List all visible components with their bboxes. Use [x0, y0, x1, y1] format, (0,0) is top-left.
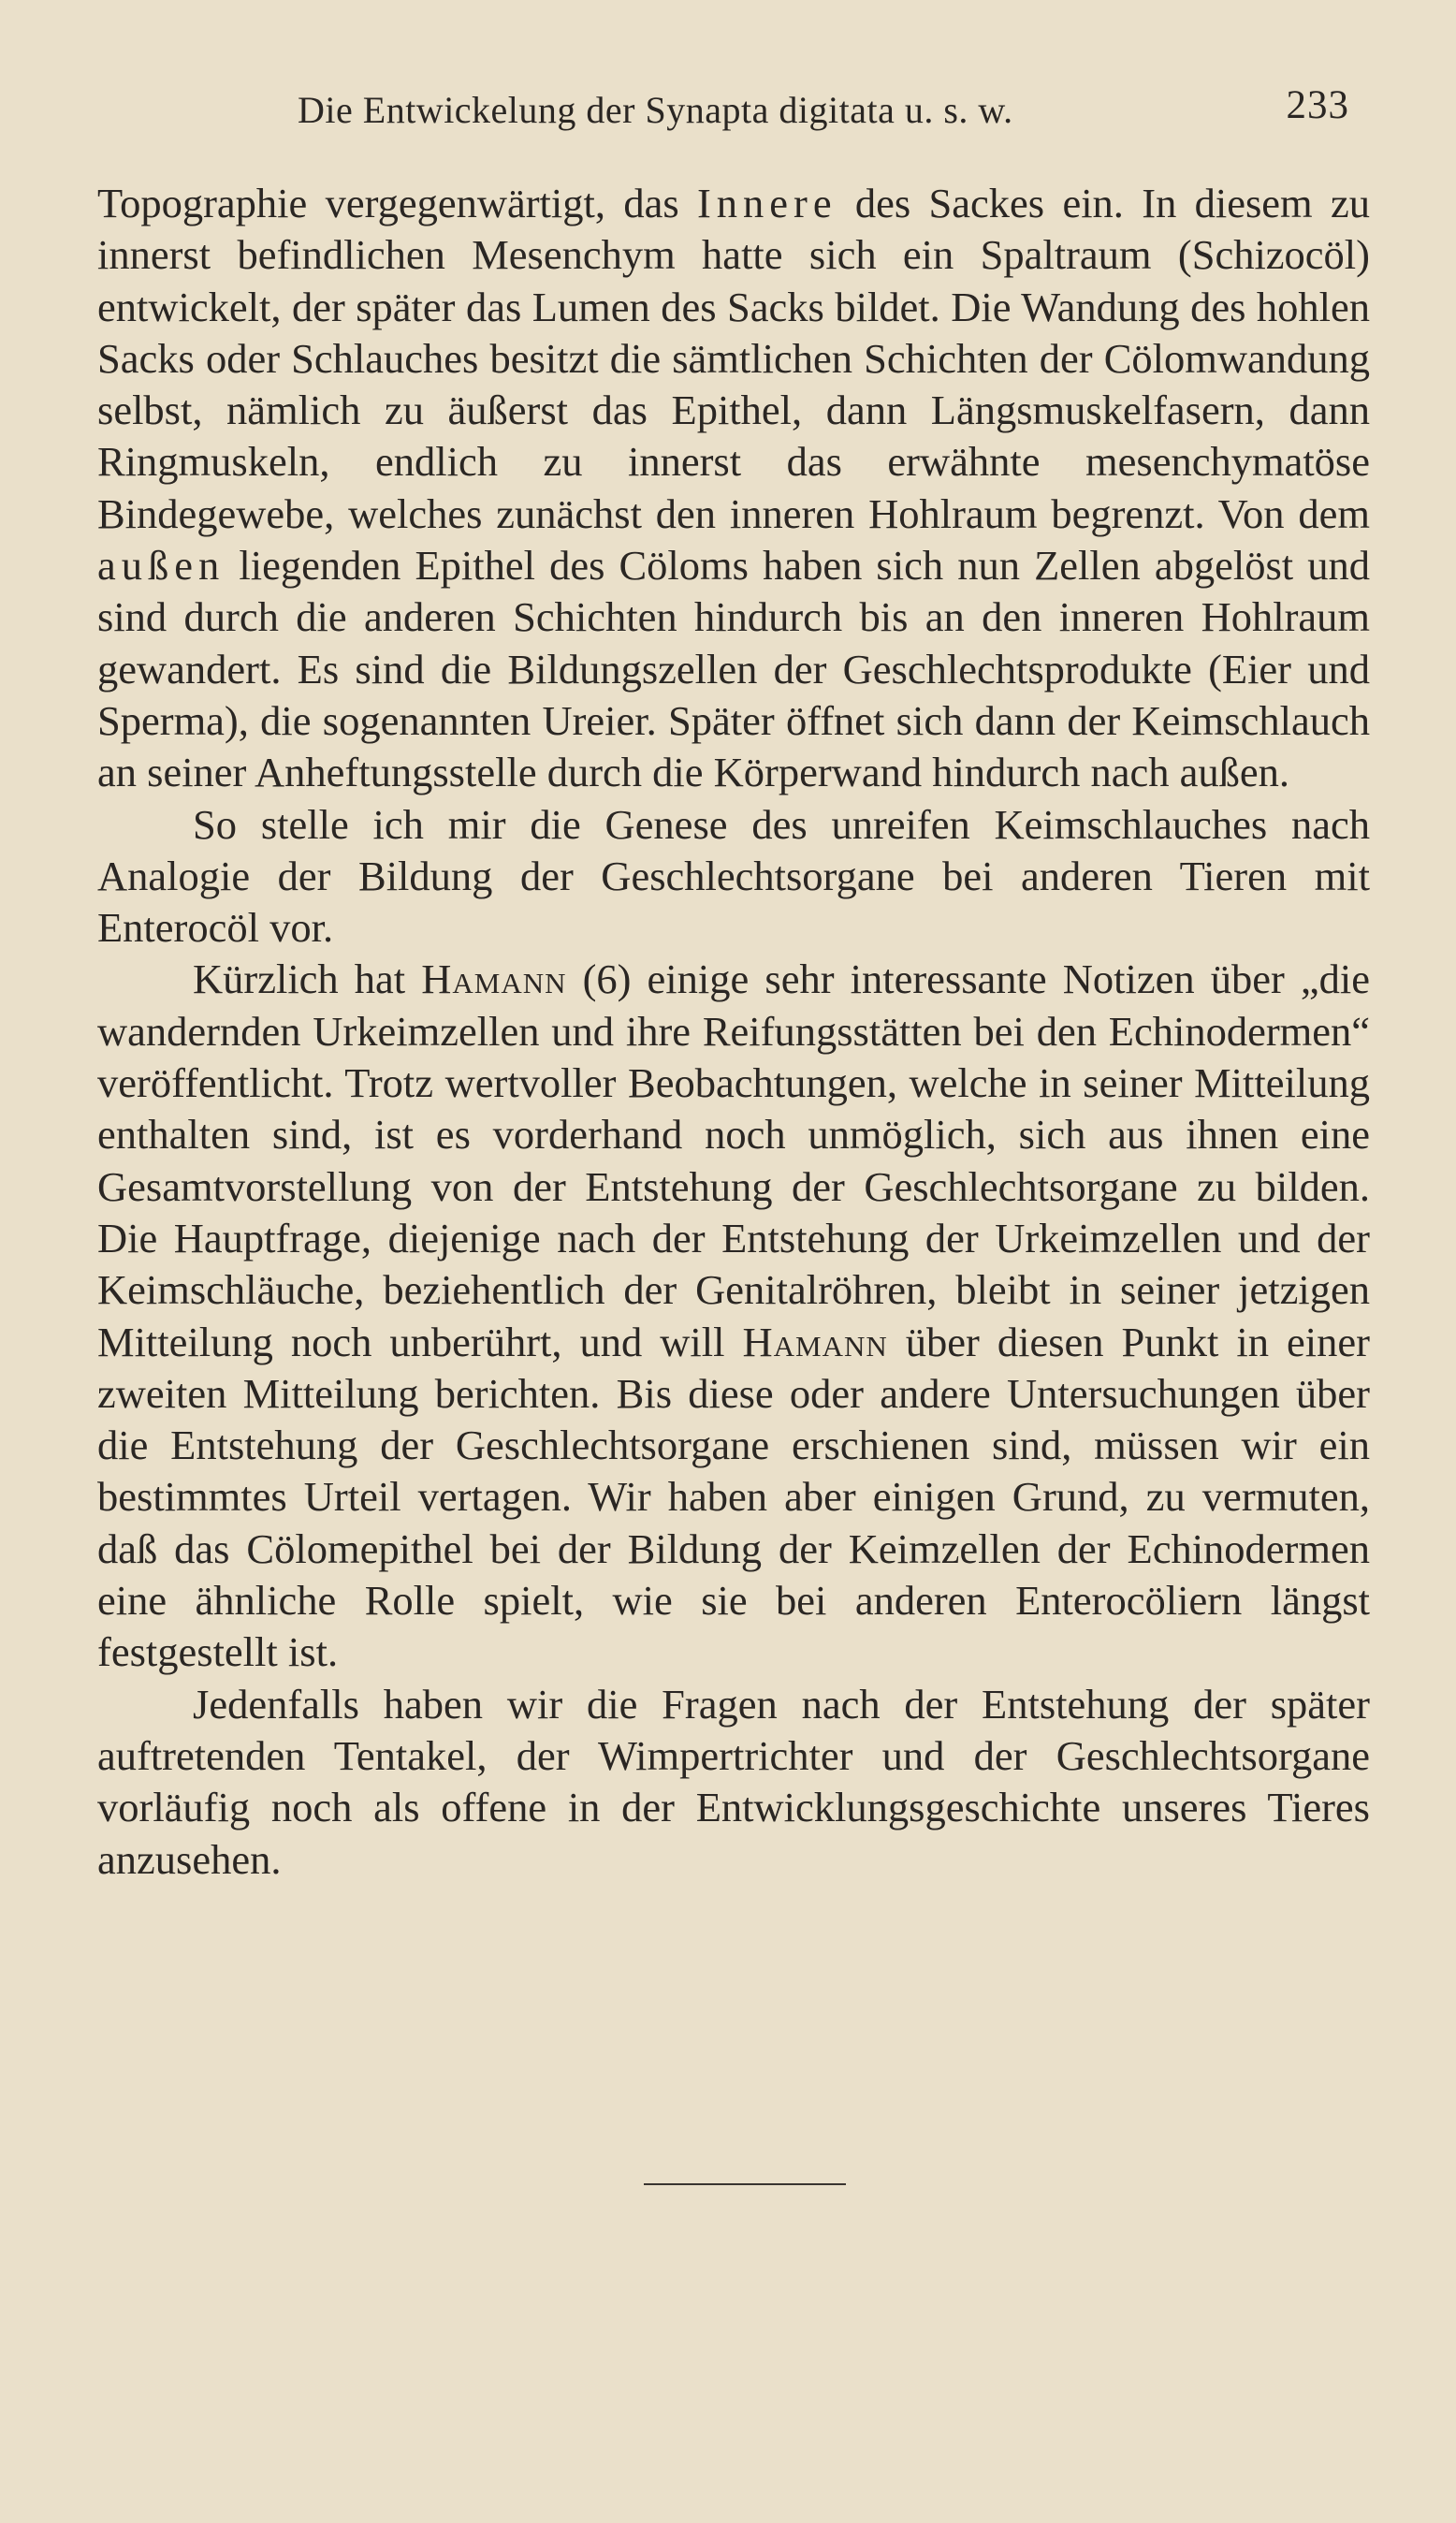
- paragraph: [97, 954, 1370, 1678]
- body-text: [97, 178, 1370, 1886]
- section-end-rule: [644, 2183, 846, 2185]
- text-run: So stelle ich mir die Genese des unreifen Keimschlauches nach Analogie der Bildung der Geschlechtsorgane bei anderen Tieren mit Enterocöl vor.: [97, 800, 1370, 952]
- text-run: Jedenfalls haben wir die Fragen nach der Entstehung der später auftretenden Tentakel, der Wimpertrichter und der Geschlechtsorgane vorläufig noch als offene in der Entwicklungsgeschichte unseres Tieres anzusehen.: [97, 1680, 1370, 1883]
- text-run: Topographie vergegenwärtigt, das: [97, 180, 697, 226]
- text-run: über diesen Punkt in einer zweiten Mitteilung berichten. Bis diese oder andere Untersuchungen über die Entstehung der Geschlechtsorgane erschienen sind, müssen wir ein bestimmtes Urteil vertagen. Wir haben aber einigen Grund, zu vermuten, daß das Cölomepithel bei der Bildung der Keimzellen der Echinodermen eine ähnliche Rolle spielt, wie sie bei anderen Enterocöliern längst festgestellt ist.: [97, 1318, 1370, 1676]
- text-run: des Sackes ein. In diesem zu innerst befindlichen Mesenchym hatte sich ein Spaltraum (Schizocöl) entwickelt, der später das Lumen des Sacks bildet. Die Wandung des hohlen Sacks oder Schlauches besitzt die sämtlichen Schichten der Cölomwandung selbst, nämlich zu äußerst das Epithel, dann Längsmuskelfasern, dann Ringmuskeln, endlich zu innerst das erwähnte mesenchymatöse Bindegewebe, welches zunächst den inneren Hohlraum begrenzt. Von dem: [97, 180, 1370, 537]
- paragraph: [97, 799, 1370, 955]
- text-run: Kürzlich hat: [193, 955, 422, 1003]
- author-name: Hamann: [421, 955, 567, 1003]
- emphasized-word: Innere: [696, 180, 837, 226]
- emphasized-word: außen: [97, 542, 226, 590]
- paragraph: [97, 178, 1370, 799]
- author-name: Hamann: [742, 1318, 888, 1365]
- running-head: [298, 83, 1355, 144]
- text-run: liegenden Epithel des Cöloms haben sich nun Zellen abgelöst und sind durch die anderen Schichten hindurch bis an den inneren Hohlraum gewandert. Es sind die Bildungszellen der Geschlechtsprodukte (Eier und Sperma), die sogenannten Ureier. Später öffnet sich dann der Keimschlauch an seiner Anheftungsstelle durch die Körperwand hindurch nach außen.: [97, 542, 1370, 796]
- page-number: 233: [1286, 83, 1349, 127]
- running-title: Die Entwickelung der Synapta digitata u. s. w.: [298, 89, 1013, 131]
- paragraph: [97, 1679, 1370, 1886]
- text-run: (6) einige sehr interessante Notizen über „die wandernden Urkeimzellen und ihre Reifungsstätten bei den Echinodermen“ veröffentlicht. Trotz wertvoller Beobachtungen, welche in seiner Mitteilung enthalten sind, ist es vorderhand noch unmöglich, sich aus ihnen eine Gesamtvorstellung von der Entstehung der Geschlechtsorgane zu bilden. Die Hauptfrage, diejenige nach der Entstehung der Urkeimzellen und der Keimschläuche, beziehentlich der Genitalröhren, bleibt in seiner jetzigen Mitteilung noch unberührt, und will: [97, 955, 1370, 1365]
